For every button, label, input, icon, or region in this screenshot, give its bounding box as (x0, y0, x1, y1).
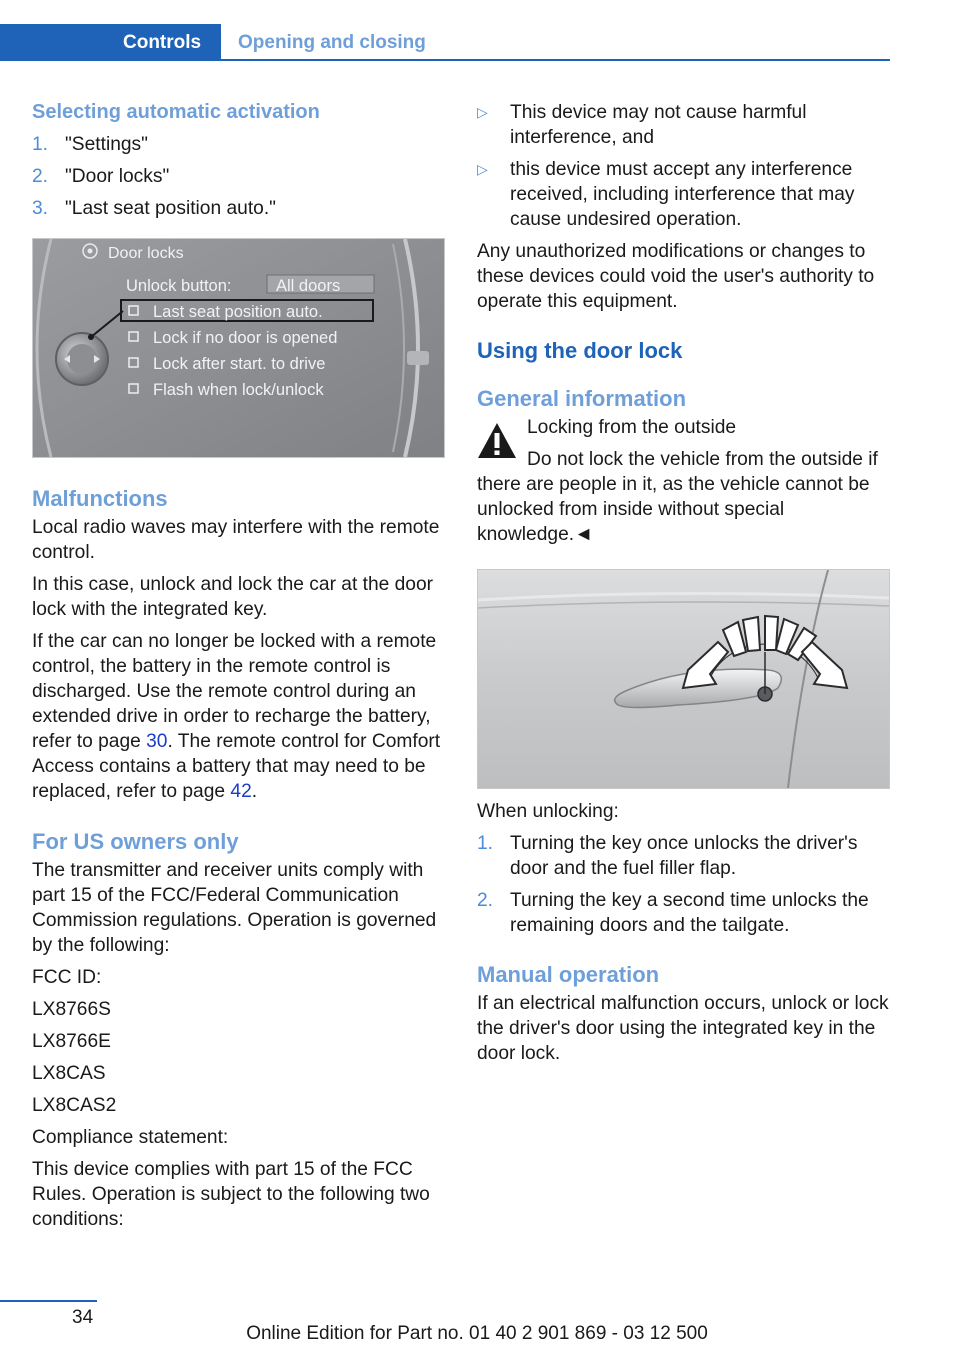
malfunctions-paragraph: In this case, unlock and lock the car at the door lock with the integrated key. (32, 574, 434, 620)
list-item (32, 196, 445, 221)
list-item (477, 888, 890, 938)
warning-triangle-icon (477, 421, 517, 461)
step-number: 2. (32, 166, 49, 187)
list-item (477, 157, 890, 232)
unlock-button-label: Unlock button: (126, 277, 232, 295)
text-span: Do not lock the vehicle from the outside if there are people in it, as the vehicle cannot be unlocked from inside without special knowledge.◄ (477, 449, 878, 545)
door-handle-graphic (478, 570, 889, 788)
page-link-30[interactable]: 30 (146, 731, 168, 752)
option-last-seat-position[interactable]: Last seat position auto. (153, 303, 323, 321)
triangle-bullet-icon: ▷ (477, 161, 488, 177)
selecting-activation-heading: Selecting automatic activation (32, 101, 320, 123)
warning-title: Locking from the outside (527, 417, 737, 438)
unlock-button-value[interactable]: All doors (276, 277, 341, 295)
list-item (477, 100, 890, 150)
list-item (477, 831, 890, 881)
step-text: "Settings" (65, 134, 148, 155)
using-door-lock-heading: Using the door lock (477, 338, 683, 363)
fcc-id-value: LX8766S (32, 999, 111, 1020)
step-text: Turning the key a second time unlocks the remaining doors and the tailgate. (510, 890, 869, 936)
list-item (32, 132, 445, 157)
step-text: Turning the key once unlocks the driver's door and the fuel filler flap. (510, 833, 858, 879)
header-chapter-tab[interactable]: Controls (0, 24, 221, 61)
step-text: "Last seat position auto." (65, 198, 276, 219)
triangle-bullet-icon: ▷ (477, 104, 488, 120)
manual-operation-paragraph: If an electrical malfunction occurs, unlock or lock the driver's door using the integrated key in the door lock. (477, 993, 889, 1064)
page-number: 34 (72, 1307, 94, 1328)
malfunctions-heading: Malfunctions (32, 486, 168, 511)
option-lock-if-no-door[interactable]: Lock if no door is opened (153, 329, 338, 347)
bullet-text: this device must accept any interference received, including interference that may cause undesired operation. (510, 159, 855, 230)
modifications-paragraph: Any unauthorized modifications or changes to these devices could void the user's authority to operate this equipment. (477, 241, 875, 312)
text-span: If the car can no longer be locked with a remote control, the battery in the remote control is discharged. Use the remote control during an extended drive in order to recharge the battery, refer to page (32, 631, 437, 752)
step-number: 2. (477, 890, 494, 911)
door-handle-figure (477, 569, 890, 789)
step-number: 1. (32, 134, 49, 155)
when-unlocking-label: When unlocking: (477, 801, 619, 822)
left-column (32, 100, 445, 1232)
footer-rule (0, 1300, 97, 1302)
fcc-id-value: LX8766E (32, 1031, 111, 1052)
bullet-text: This device may not cause harmful interference, and (510, 102, 807, 148)
step-number: 3. (32, 198, 49, 219)
warning-text (477, 447, 890, 547)
right-column (477, 100, 890, 1066)
compliance-label: Compliance statement: (32, 1127, 229, 1148)
door-locks-screen-figure (32, 238, 445, 458)
step-text: "Door locks" (65, 166, 170, 187)
text-span: . The remote control for Comfort Access contains a battery that may need to be replaced, refer to page (32, 731, 441, 802)
fcc-id-label: FCC ID: (32, 967, 102, 988)
us-owners-paragraph: The transmitter and receiver units comply with part 15 of the FCC/Federal Communication Commission regulations. Operation is governed by the following: (32, 860, 437, 956)
screen-title: Door locks (108, 245, 184, 262)
manual-operation-heading: Manual operation (477, 962, 660, 987)
option-lock-after-start[interactable]: Lock after start. to drive (153, 355, 326, 373)
option-flash-lock-unlock[interactable]: Flash when lock/unlock (153, 381, 324, 399)
general-information-heading: General information (477, 386, 687, 411)
warning-block (477, 415, 890, 547)
us-owners-heading: For US owners only (32, 829, 239, 854)
step-number: 1. (477, 833, 494, 854)
malfunctions-paragraph: Local radio waves may interfere with the remote control. (32, 517, 440, 563)
list-item (32, 164, 445, 189)
compliance-paragraph: This device complies with part 15 of the FCC Rules. Operation is subject to the following two conditions: (32, 1159, 430, 1230)
text-span: . (251, 781, 258, 802)
header-section-title[interactable]: Opening and closing (238, 32, 426, 53)
page-link-42[interactable]: 42 (230, 781, 252, 802)
header-rule (221, 59, 890, 61)
edition-text: Online Edition for Part no. 01 40 2 901 869 - 03 12 500 (246, 1323, 708, 1344)
fcc-id-value: LX8CAS (32, 1063, 106, 1084)
fcc-id-value: LX8CAS2 (32, 1095, 117, 1116)
malfunctions-paragraph (32, 629, 445, 804)
